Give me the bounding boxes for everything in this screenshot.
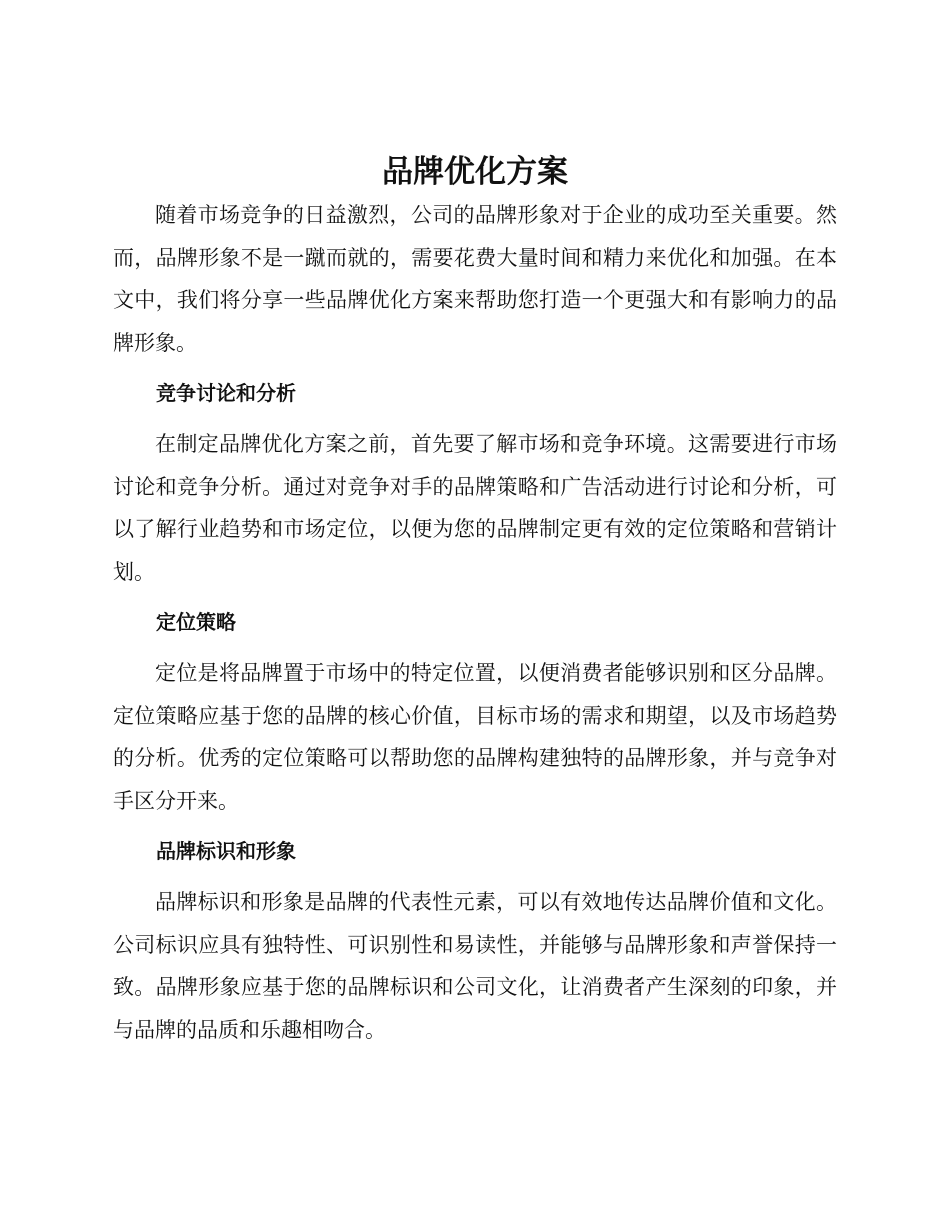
intro-paragraph: 随着市场竞争的日益激烈，公司的品牌形象对于企业的成功至关重要。然而，品牌形象不是一蹴而就的，需要花费大量时间和精力来优化和加强。在本文中，我们将分享一些品牌优化方案来帮助您打造一个更强大和有影响力的品牌形象。 — [113, 203, 837, 355]
document-title: 品牌优化方案 — [382, 154, 568, 190]
section-heading-positioning: 定位策略 — [156, 610, 236, 634]
section-heading-competition: 竞争讨论和分析 — [156, 381, 296, 405]
document-body — [113, 150, 837, 1051]
section-body-brand-identity: 品牌标识和形象是品牌的代表性元素，可以有效地传达品牌价值和文化。公司标识应具有独特性、可识别性和易读性，并能够与品牌形象和声誉保持一致。品牌形象应基于您的品牌标识和公司文化，让消费者产生深刻的印象，并与品牌的品质和乐趣相吻合。 — [113, 890, 837, 1042]
section-heading-brand-identity: 品牌标识和形象 — [156, 839, 296, 863]
section-body-positioning: 定位是将品牌置于市场中的特定位置，以便消费者能够识别和区分品牌。定位策略应基于您的品牌的核心价值，目标市场的需求和期望，以及市场趋势的分析。优秀的定位策略可以帮助您的品牌构建独特的品牌形象，并与竞争对手区分开来。 — [113, 661, 837, 813]
section-body-competition: 在制定品牌优化方案之前，首先要了解市场和竞争环境。这需要进行市场讨论和竞争分析。通过对竞争对手的品牌策略和广告活动进行讨论和分析，可以了解行业趋势和市场定位，以便为您的品牌制定更有效的定位策略和营销计划。 — [113, 432, 837, 584]
